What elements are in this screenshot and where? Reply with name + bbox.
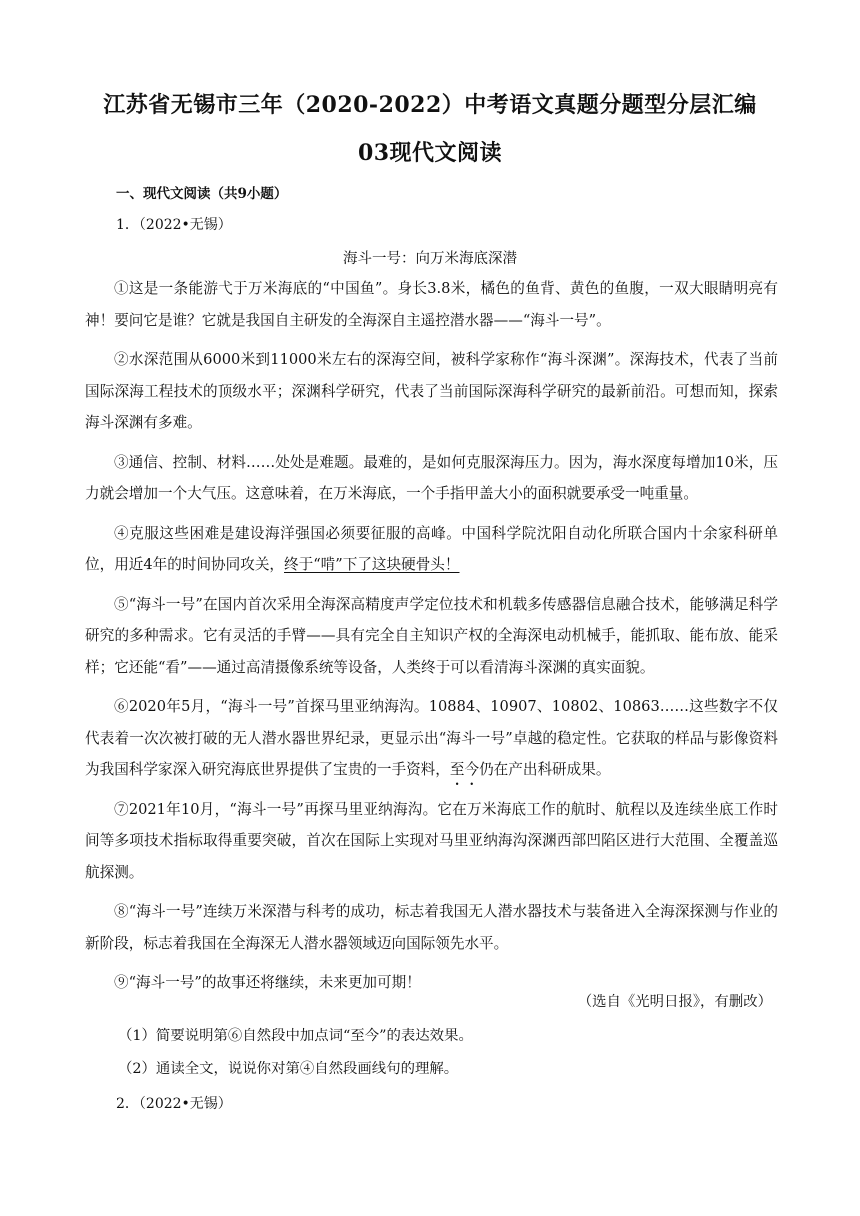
article-body	[85, 273, 778, 999]
paragraph-1: ①这是一条能游弋于万米海底的“中国鱼”。身长3.8米，橘色的鱼背、黄色的鱼腹，一双大眼睛明亮有神！要问它是谁？它就是我国自主研发的全海深自主遥控潜水器——“海斗一号”。	[85, 280, 778, 329]
paragraph-8: ⑧“海斗一号”连续万米深潜与科考的成功，标志着我国无人潜水器技术与装备进入全海深探测与作业的新阶段，标志着我国在全海深无人潜水器领域迈向国际领先水平。	[85, 903, 778, 952]
paragraph-7: ⑦2021年10月，“海斗一号”再探马里亚纳海沟。它在万米海底工作的航时、航程以及连续坐底工作时间等多项技术指标取得重要突破，首次在国际上实现对马里亚纳海沟深渊西部凹陷区进行大范围、全覆盖巡航探测。	[85, 800, 778, 881]
article-source: （选自《光明日报》，有删改）	[577, 994, 772, 1010]
sub-question-1: （1）简要说明第⑥自然段中加点词“至今”的表达效果。	[118, 1028, 473, 1044]
sub-question-2: （2）通读全文，说说你对第④自然段画线句的理解。	[118, 1061, 459, 1077]
section-heading: 一、现代文阅读（共9小题）	[116, 186, 288, 202]
article-title: 海斗一号：向万米海底深潜	[343, 251, 517, 267]
dotted-char-jin: 今	[464, 761, 480, 778]
paragraph-2: ②水深范围从6000米到11000米左右的深海空间，被科学家称作“海斗深渊”。深海技术，代表了当前国际深海工程技术的顶级水平；深渊科学研究，代表了当前国际深海科学研究的最新前沿。可想而知，探索海斗深渊有多难。	[85, 351, 778, 431]
underlined-sentence: 终于“啃”下了这块硬骨头！	[284, 556, 460, 573]
question-1-number: 1．（2022•无锡）	[116, 217, 232, 233]
paragraph-5: ⑤“海斗一号”在国内首次采用全海深高精度声学定位技术和机载多传感器信息融合技术，能够满足科学研究的多种需求。它有灵活的手臂——具有完全自主知识产权的全海深电动机械手，能抓取、能布放、能采样；它还能“看”——通过高清摄像系统等设备，人类终于可以看清海斗深渊的真实面貌。	[85, 595, 778, 676]
document-title: 江苏省无锡市三年（2020-2022）中考语文真题分题型分层汇编	[103, 92, 757, 118]
paragraph-9: ⑨“海斗一号”的故事还将继续，未来更加可期！	[114, 974, 421, 991]
paragraph-6: ⑥2020年5月，“海斗一号”首探马里亚纳海沟。10884、10907、10802、10863……这些数字不仅代表着一次次被打破的无人潜水器世界纪录，更显示出“海斗一号”卓越的稳定性。它获取的样品与影像资料为我国科学家深入研究海底世界提供了宝贵的一手资料，至今仍在产出科研成果。	[85, 698, 778, 778]
paragraph-4: ④克服这些困难是建设海洋强国必须要征服的高峰。中国科学院沈阳自动化所联合国内十余家科研单位，用近4年的时间协同攻关，终于“啃”下了这块硬骨头！	[85, 524, 778, 573]
dotted-char-zhi: 至	[449, 761, 465, 778]
document-subtitle: 03现代文阅读	[357, 140, 503, 166]
paragraph-3: ③通信、控制、材料……处处是难题。最难的，是如何克服深海压力。因为，海水深度每增加10米，压力就会增加一个大气压。这意味着，在万米海底，一个手指甲盖大小的面积就要承受一吨重量。	[85, 453, 778, 502]
question-2-number: 2．（2022•无锡）	[116, 1096, 232, 1112]
